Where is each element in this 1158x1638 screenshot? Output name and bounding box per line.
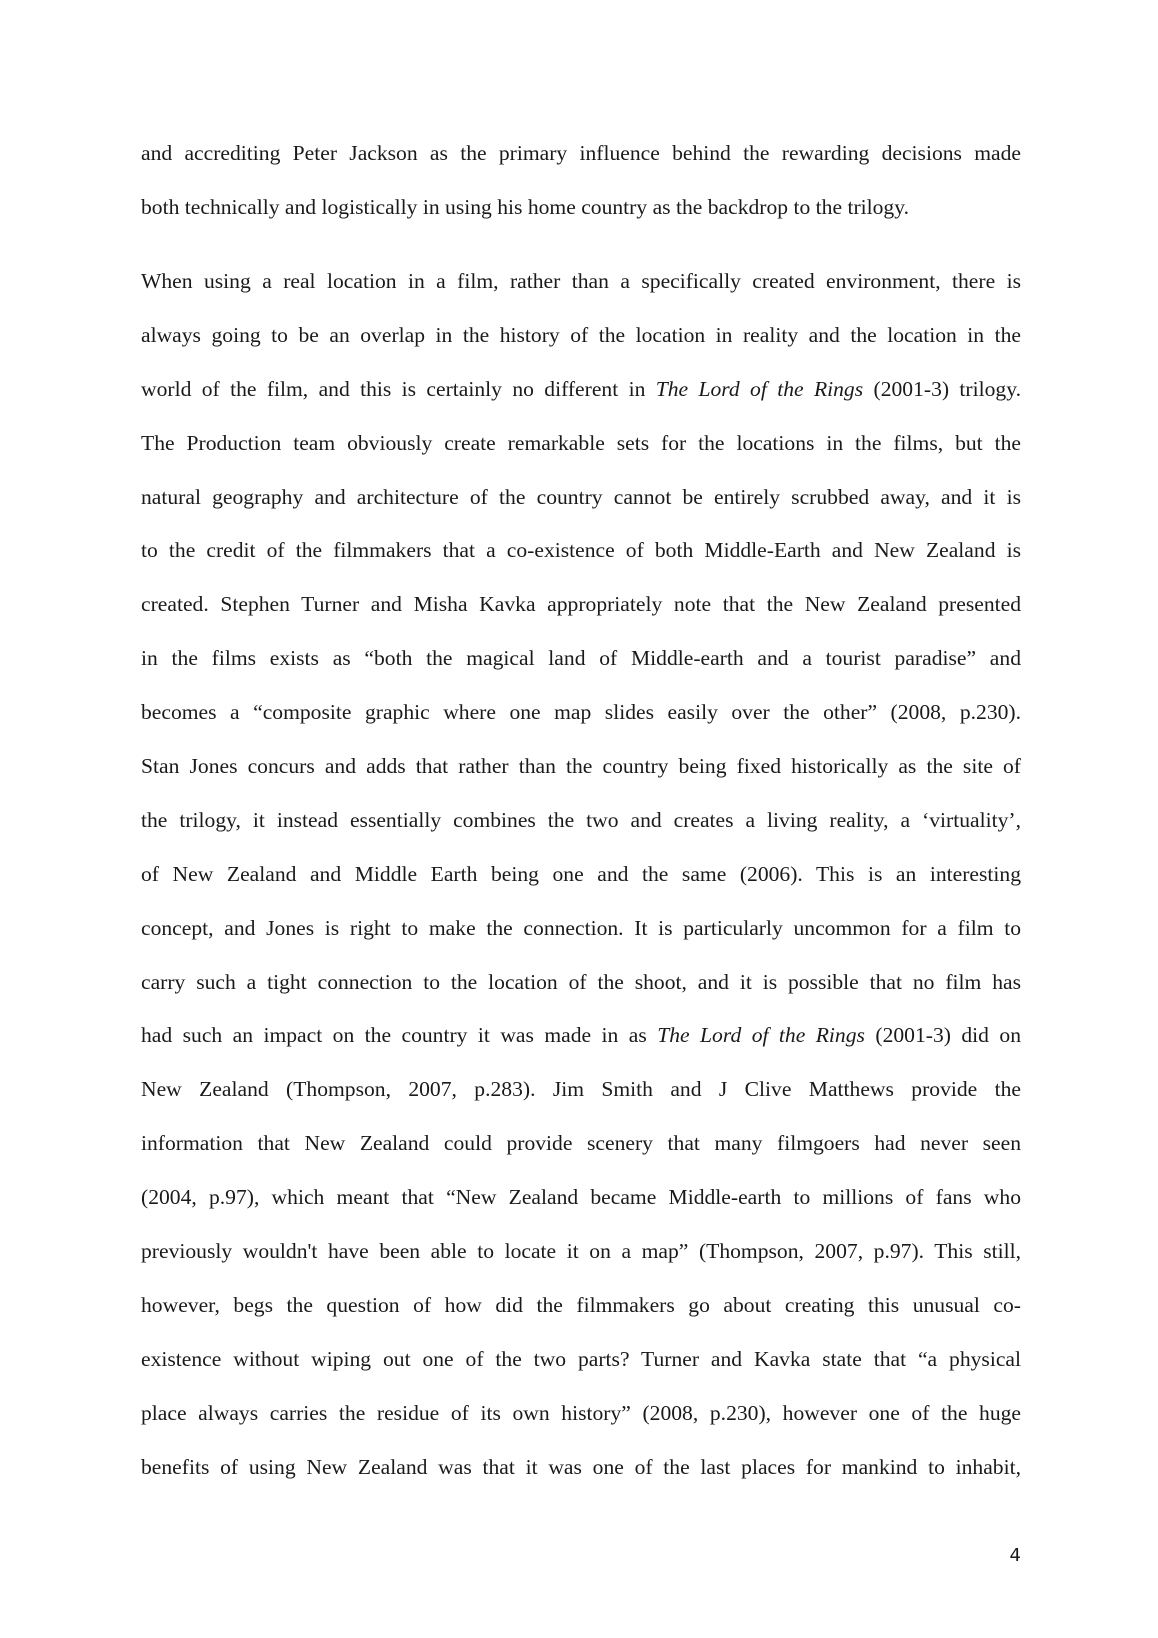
film-title: The Lord of the Rings bbox=[655, 376, 864, 401]
text-line: always going to be an overlap in the history of the location in reality and the location in the bbox=[141, 322, 1021, 347]
text-line: in the films exists as “both the magical land of Middle-earth and a tourist paradise” and bbox=[141, 646, 1021, 671]
text-line: of New Zealand and Middle Earth being one and the same (2006). This is an interesting bbox=[141, 861, 1021, 886]
text-run: had such an impact on the country it was made in as bbox=[141, 1023, 658, 1048]
text-line: becomes a “composite graphic where one map slides easily over the other” (2008, p.230). bbox=[141, 700, 1021, 725]
text-line: to the credit of the filmmakers that a co-existence of both Middle-Earth and New Zealand is bbox=[141, 538, 1021, 563]
text-line: previously wouldn't have been able to locate it on a map” (Thompson, 2007, p.97). This still, bbox=[141, 1239, 1021, 1264]
text-line: the trilogy, it instead essentially combines the two and creates a living reality, a ‘virtuality’, bbox=[141, 807, 1021, 832]
paragraph-location bbox=[141, 255, 1021, 1494]
text-line: created. Stephen Turner and Misha Kavka appropriately note that the New Zealand presented bbox=[141, 592, 1021, 617]
text-run: (2001-3) did on bbox=[864, 1023, 1021, 1048]
text-line: When using a real location in a film, rather than a specifically created environment, there is bbox=[141, 269, 1021, 293]
text-line: however, begs the question of how did the filmmakers go about creating this unusual co- bbox=[141, 1292, 1021, 1317]
text-run: (2001-3) trilogy. bbox=[863, 376, 1021, 401]
text-line: Stan Jones concurs and adds that rather than the country being fixed historically as the site of bbox=[141, 754, 1021, 779]
text-line: (2004, p.97), which meant that “New Zealand became Middle-earth to millions of fans who bbox=[141, 1185, 1021, 1210]
text-line: carry such a tight connection to the location of the shoot, and it is possible that no film has bbox=[141, 969, 1021, 994]
text-line bbox=[141, 363, 1021, 417]
text-line: information that New Zealand could provide scenery that many filmgoers had never seen bbox=[141, 1131, 1021, 1156]
paragraph-continuation bbox=[141, 127, 1021, 235]
text-line: New Zealand (Thompson, 2007, p.283). Jim Smith and J Clive Matthews provide the bbox=[141, 1077, 1021, 1102]
text-line: benefits of using New Zealand was that it was one of the last places for mankind to inhabit, bbox=[141, 1454, 1021, 1479]
text-line: The Production team obviously create remarkable sets for the locations in the films, but the bbox=[141, 430, 1021, 455]
text-line: natural geography and architecture of the country cannot be entirely scrubbed away, and it is bbox=[141, 484, 1021, 509]
text-line: existence without wiping out one of the two parts? Turner and Kavka state that “a physical bbox=[141, 1346, 1021, 1371]
text-line bbox=[141, 1009, 1021, 1063]
text-run: world of the film, and this is certainly no different in bbox=[141, 376, 656, 401]
page-number: 4 bbox=[1009, 1545, 1021, 1566]
film-title: The Lord of the Rings bbox=[657, 1023, 865, 1048]
text-line: and accrediting Peter Jackson as the primary influence behind the rewarding decisions made bbox=[141, 141, 1021, 165]
text-line: both technically and logistically in using his home country as the backdrop to the trilogy. bbox=[141, 194, 910, 219]
text-line: concept, and Jones is right to make the connection. It is particularly uncommon for a film to bbox=[141, 915, 1021, 940]
text-line: place always carries the residue of its own history” (2008, p.230), however one of the huge bbox=[141, 1400, 1021, 1425]
